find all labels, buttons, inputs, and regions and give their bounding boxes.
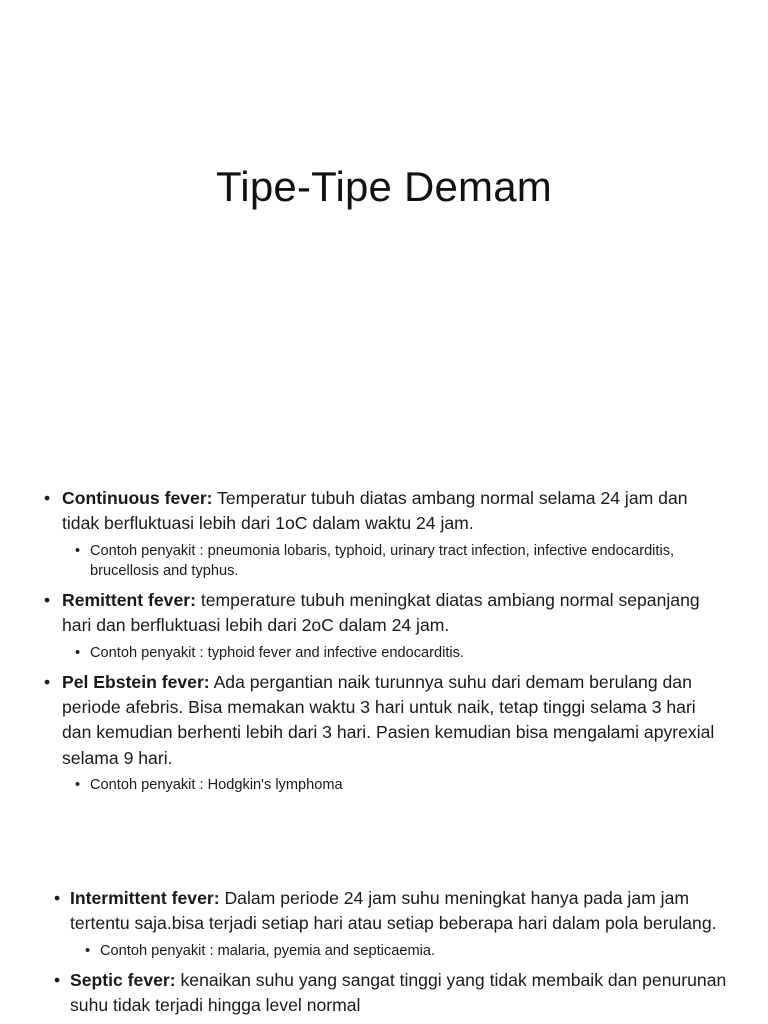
bullet-icon: • bbox=[54, 969, 61, 990]
item-text: Ada pergantian naik turunnya suhu dari demam berulang dan periode afebris. Bisa memakan waktu 3 hari untuk naik, tetap tinggi selama 3 hari dan kemudian berhenti lebih dari 3 hari. Pasien kemudian bisa mengalami apyrexial selama 9 hari. bbox=[62, 671, 715, 768]
item-text: Temperatur tubuh diatas ambang normal selama 24 jam dan tidak berfluktuasi lebih dari 1oC dalam waktu 24 jam. bbox=[62, 488, 688, 534]
item-example: Contoh penyakit : malaria, pyemia and septicaemia. bbox=[100, 942, 436, 959]
bullet-icon: • bbox=[44, 671, 51, 692]
sub-bullet-icon: • bbox=[75, 542, 81, 559]
item-example: Contoh penyakit : pneumonia lobaris, typhoid, urinary tract infection, infective endocarditis, brucellosis and typhus. bbox=[90, 542, 675, 579]
list-item-continuous-fever bbox=[0, 486, 768, 581]
slide-title: Tipe-Tipe Demam bbox=[216, 163, 552, 210]
list-item-pel-ebstein-fever bbox=[0, 670, 768, 796]
title-slide bbox=[0, 0, 768, 385]
item-term: Intermittent fever: bbox=[70, 888, 220, 908]
item-example: Contoh penyakit : typhoid fever and infective endocarditis. bbox=[90, 644, 464, 661]
list-item-septic-fever bbox=[0, 968, 768, 1019]
bullet-icon: • bbox=[44, 589, 51, 610]
sub-bullet-icon: • bbox=[85, 942, 91, 959]
item-example: Contoh penyakit : Hodgkin's lymphoma bbox=[90, 777, 343, 794]
item-term: Continuous fever: bbox=[62, 488, 213, 508]
bullet-icon: • bbox=[44, 488, 51, 508]
item-term: Pel Ebstein fever: bbox=[62, 671, 210, 692]
fever-types-slide-continued bbox=[0, 886, 768, 1019]
item-term: Septic fever: bbox=[70, 969, 176, 990]
item-text: kenaikan suhu yang sangat tinggi yang tidak membaik dan penurunan suhu tidak terjadi hingga level normal bbox=[70, 969, 727, 1016]
list-item-remittent-fever bbox=[0, 588, 768, 663]
item-term: Remittent fever: bbox=[62, 589, 196, 610]
bullet-icon: • bbox=[54, 888, 61, 908]
fever-types-slide bbox=[0, 486, 768, 795]
list-item-intermittent-fever bbox=[0, 886, 768, 961]
item-text: Dalam periode 24 jam suhu meningkat hanya pada jam jam tertentu saja.bisa terjadi setiap hari atau setiap beberapa hari dalam pola berulang. bbox=[70, 888, 717, 934]
item-text: temperature tubuh meningkat diatas ambiang normal sepanjang hari dan berfluktuasi lebih dari 2oC dalam 24 jam. bbox=[62, 589, 700, 636]
sub-bullet-icon: • bbox=[75, 644, 81, 661]
sub-bullet-icon: • bbox=[75, 777, 81, 794]
